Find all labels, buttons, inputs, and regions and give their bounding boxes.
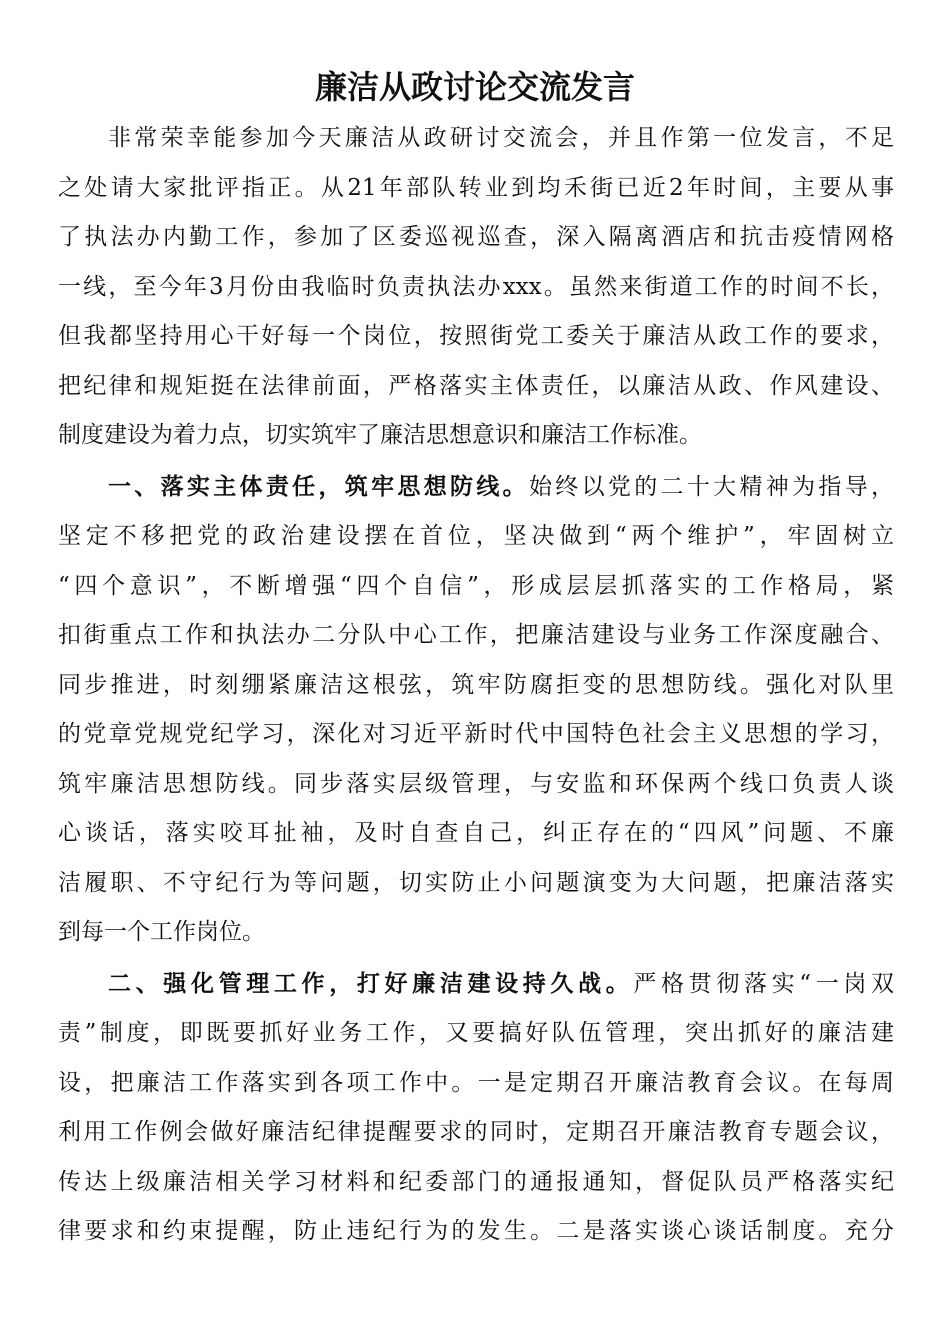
section2-first-line	[58, 960, 894, 1010]
document-title: 廉洁从政讨论交流发言	[314, 68, 635, 106]
section1-line: 心谈话，落实咬耳扯袖，及时自查自己，纠正存在的“四风”问题、不廉	[58, 820, 894, 846]
section2-line: 传达上级廉洁相关学习材料和纪委部门的通报通知，督促队员严格落实纪	[58, 1168, 894, 1195]
section1-line: 的党章党规党纪学习，深化对习近平新时代中国特色社会主义思想的学习，	[58, 721, 894, 747]
intro-line: 把纪律和规矩挺在法律前面，严格落实主体责任，以廉洁从政、作风建设、	[58, 372, 894, 399]
intro-line: 但我都坚持用心干好每一个岗位，按照街党工委关于廉洁从政工作的要求，	[58, 323, 894, 349]
intro-line: 了执法办内勤工作，参加了区委巡视巡查，深入隔离酒店和抗击疫情网格	[58, 224, 894, 250]
section1-line: 坚定不移把党的政治建设摆在首位，坚决做到“两个维护”，牢固树立	[58, 523, 894, 549]
section1-line: “四个意识”，不断增强“四个自信”，形成层层抓落实的工作格局，紧	[58, 572, 894, 599]
section2-line: 律要求和约束提醒，防止违纪行为的发生。二是落实谈心谈话制度。充分	[58, 1218, 894, 1244]
intro-line: 一线，至今年3月份由我临时负责执法办xxx。虽然来街道工作的时间不长，	[58, 273, 894, 300]
section2-line: 设，把廉洁工作落实到各项工作中。一是定期召开廉洁教育会议。在每周	[58, 1069, 894, 1096]
section1-first-line-text: 始终以党的二十大精神为指导，	[528, 473, 894, 500]
section2-first-line-text: 严格贯彻落实“一岗双	[633, 970, 894, 997]
section1-line: 同步推进，时刻绷紧廉洁这根弦，筑牢防腐拒变的思想防线。强化对队里	[58, 671, 894, 698]
section1-heading: 一、落实主体责任，筑牢思想防线。	[108, 473, 529, 500]
intro-line: 之处请大家批评指正。从21年部队转业到均禾街已近2年时间，主要从事	[58, 174, 894, 201]
section2-line: 利用工作例会做好廉洁纪律提醒要求的同时，定期召开廉洁教育专题会议，	[58, 1119, 894, 1145]
section2-heading: 二、强化管理工作，打好廉洁建设持久战。	[108, 970, 634, 997]
intro-line: 非常荣幸能参加今天廉洁从政研讨交流会，并且作第一位发言，不足	[108, 125, 894, 151]
section1-line: 洁履职、不守纪行为等问题，切实防止小问题演变为大问题，把廉洁落实	[58, 869, 894, 896]
section1-first-line	[58, 463, 894, 513]
section1-line: 筑牢廉洁思想防线。同步落实层级管理，与安监和环保两个线口负责人谈	[58, 770, 894, 797]
intro-line: 制度建设为着力点，切实筑牢了廉洁思想意识和廉洁工作标准。	[58, 422, 702, 448]
section2-line: 责”制度，即既要抓好业务工作，又要搞好队伍管理，突出抓好的廉洁建	[58, 1020, 894, 1046]
document-body	[58, 114, 894, 1257]
section1-line: 到每一个工作岗位。	[58, 919, 265, 945]
section1-line: 扣街重点工作和执法办二分队中心工作，把廉洁建设与业务工作深度融合、	[58, 622, 894, 648]
